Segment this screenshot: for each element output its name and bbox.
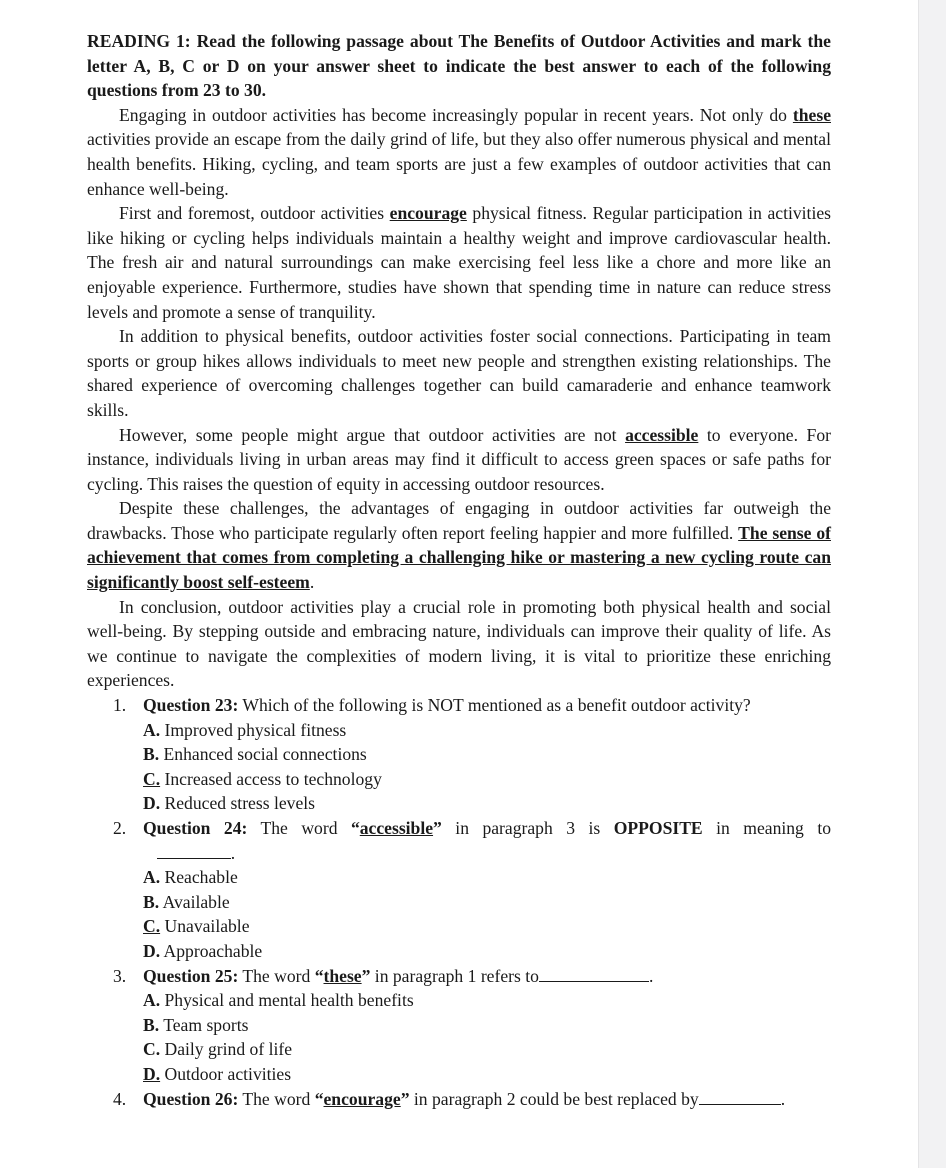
question-25 [87,964,831,1087]
reading-heading: READING 1: Read the following passage about The Benefits of Outdoor Activities and mark the letter A, B, C or D on your answer sheet to indicate the best answer to each of the following questions from 23 to 30. [87,31,831,101]
question-23 [87,693,831,816]
option-c[interactable]: C. Increased access to technology [143,768,382,789]
answer-blank[interactable] [699,1089,781,1105]
reading-section [87,29,831,1111]
question-number: 1. [113,695,127,716]
question-stem: Question 26: The word “encourage” in paragraph 2 could be best replaced by . [143,1088,786,1109]
question-stem: Question 23: Which of the following is NOT mentioned as a benefit outdoor activity? [143,695,751,716]
answer-key-mark: D. [143,1063,161,1084]
paragraph-4: However, some people might argue that outdoor activities are not accessible to everyone. For instance, individuals living in urban areas may find it difficult to access green spaces or safe paths for cycling. This raises the question of equity in accessing outdoor resources. [87,424,831,494]
question-number: 2. [113,818,127,838]
answer-key-mark: C. [143,768,161,789]
option-a[interactable]: A. Physical and mental health benefits [143,990,414,1011]
question-stem: Question 25: The word “these” in paragraph 1 refers to . [143,965,654,986]
answer-blank-line: . [143,841,831,866]
highlighted-sentence: The sense of achievement that comes from completing a challenging hike or mastering a new cycling route can significantly boost self-esteem [87,522,831,593]
option-d[interactable]: D. Approachable [143,940,263,961]
quoted-word: these [323,965,362,986]
question-stem: Question 24: The word “accessible” in paragraph 3 is OPPOSITE in meaning to [143,818,832,838]
option-b[interactable]: B. Available [143,891,230,912]
answer-blank[interactable] [157,843,231,859]
answer-key-mark: C. [143,916,161,937]
paragraph-6: In conclusion, outdoor activities play a crucial role in promoting both physical health and social well-being. By stepping outside and embracing nature, individuals can improve their quality of life. As we continue to navigate the complexities of modern living, it is vital to prioritize these enriching experiences. [87,596,831,691]
option-d[interactable]: D. Reduced stress levels [143,793,315,814]
option-d[interactable]: D. Outdoor activities [143,1063,292,1084]
question-list [87,693,831,1111]
paragraph-3: In addition to physical benefits, outdoor activities foster social connections. Participating in team sports or group hikes allows individuals to meet new people and strengthen existing relationships. The shared experience of overcoming challenges together can build camaraderie and enhance teamwork skills. [87,326,831,420]
option-b[interactable]: B. Team sports [143,1014,249,1035]
paragraph-2: First and foremost, outdoor activities encourage physical fitness. Regular participation in activities like hiking or cycling helps individuals maintain a healthy weight and improve cardiovascular health. The fresh air and natural surroundings can make exercising feel less like a chore and more like an enjoyable experience. Furthermore, studies have shown that spending time in nature can reduce stress levels and promote a sense of tranquility. [87,203,831,322]
question-26 [87,1087,831,1112]
option-a[interactable]: A. Reachable [143,867,238,888]
highlighted-word-accessible: accessible [625,424,699,445]
question-number: 4. [113,1088,127,1109]
viewer-scroll-gutter[interactable] [918,0,946,1168]
question-number: 3. [113,965,127,986]
option-b[interactable]: B. Enhanced social connections [143,744,367,765]
quoted-word: accessible [359,818,434,838]
option-c[interactable]: C. Unavailable [143,916,250,937]
highlighted-word-encourage: encourage [389,203,467,224]
paragraph-1: Engaging in outdoor activities has become increasingly popular in recent years. Not only do these activities provide an escape from the daily grind of life, but they also offer numerous physical and mental health benefits. Hiking, cycling, and team sports are just a few examples of outdoor activities that can enhance well-being. [87,104,831,199]
highlighted-word-these: these [792,104,831,125]
option-a[interactable]: A. Improved physical fitness [143,719,347,740]
answer-blank[interactable] [539,966,649,982]
paragraph-5: Despite these challenges, the advantages of engaging in outdoor activities far outweigh the drawbacks. Those who participate regularly often report feeling happier and more fulfilled. The sense of achievement that comes from completing a challenging hike or mastering a new cycling route can significantly boost self-esteem. [87,498,831,593]
option-c[interactable]: C. Daily grind of life [143,1039,293,1060]
passage [87,103,831,693]
quoted-word: encourage [323,1088,401,1109]
question-24 [87,816,831,964]
